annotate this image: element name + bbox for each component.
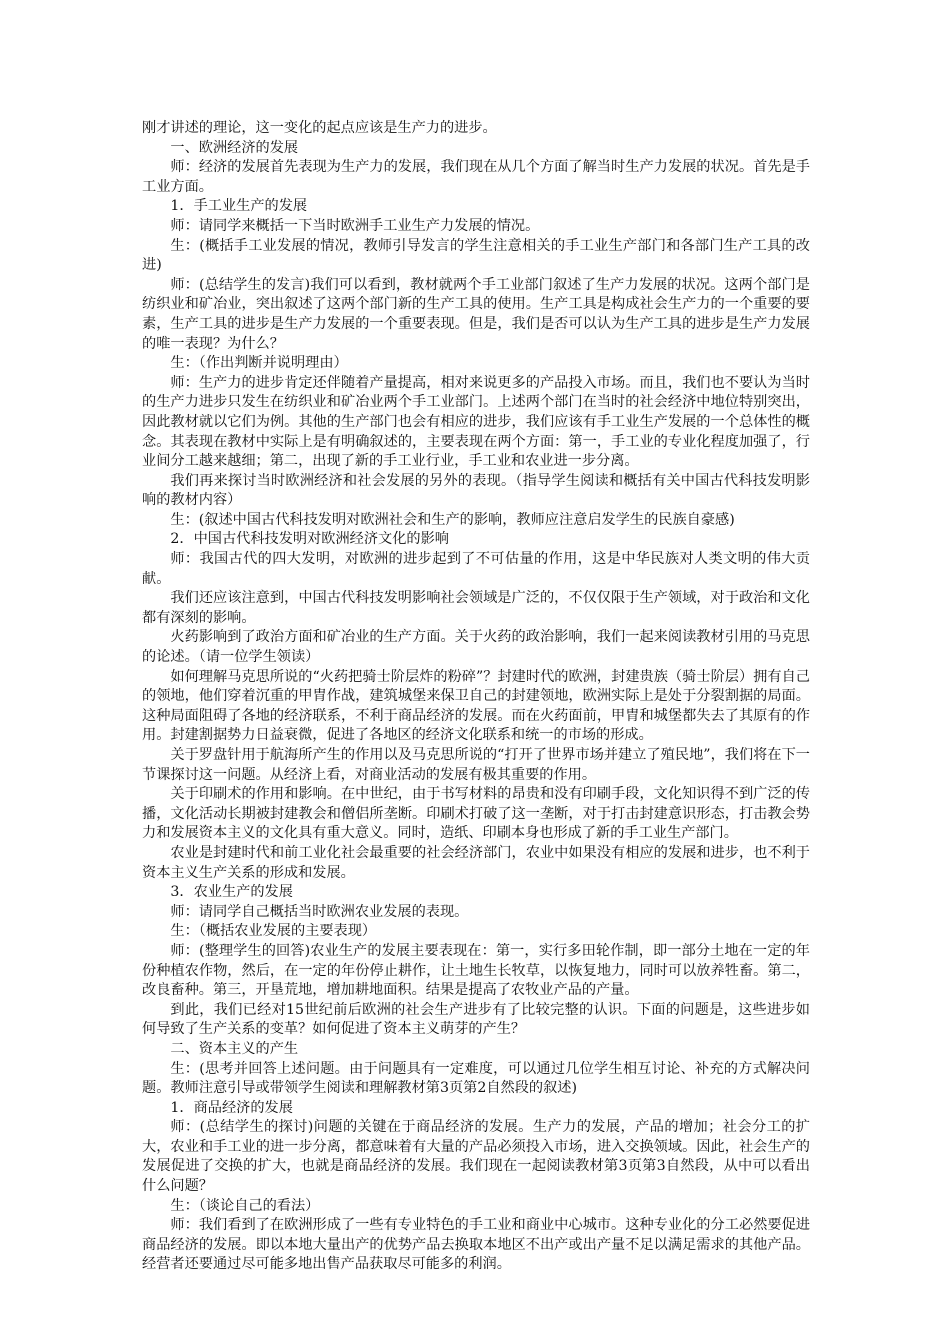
paragraph: 师：经济的发展首先表现为生产力的发展，我们现在从几个方面了解当时生产力发展的状况。首先是手工业方面。: [142, 159, 810, 195]
paragraph: 农业是封建时代和前工业化社会最重要的社会经济部门，农业中如果没有相应的发展和进步，也不利于资本主义生产关系的形成和发展。: [142, 844, 810, 881]
paragraph: 到此，我们已经对15世纪前后欧洲的社会生产进步有了比较完整的认识。下面的问题是，这些进步如何导致了生产关系的变革？如何促进了资本主义萌芽的产生？: [142, 1001, 810, 1038]
paragraph: 生：（作出判断并说明理由）: [170, 355, 348, 372]
subsection-heading: 2．中国古代科技发明对欧洲经济文化的影响: [170, 531, 449, 548]
section-heading: 一、欧洲经济的发展: [170, 139, 299, 156]
document-page: [142, 119, 810, 1275]
paragraph: 关于印刷术的作用和影响。在中世纪，由于书写材料的昂贵和没有印刷手段，文化知识得不到广泛的传播，文化活动长期被封建教会和僧侣所垄断。印刷术打破了这一垄断，对于打击封建意识形态，打击教会势力和发展资本主义的文化具有重大意义。同时，造纸、印刷本身也形成了新的手工业生产部门。: [142, 786, 810, 842]
paragraph: 如何理解马克思所说的“火药把骑士阶层炸的粉碎”？封建时代的欧洲，封建贵族（骑士阶层）拥有自己的领地，他们穿着沉重的甲胄作战，建筑城堡来保卫自己的封建领地，欧洲实际上是处于分裂割据的局面。这种局面阻碍了各地的经济联系，不利于商品经济的发展。而在火药面前，甲胄和城堡都失去了其原有的作用。封建割据势力日益衰微，促进了各地区的经济文化联系和统一的市场的形成。: [142, 668, 810, 744]
paragraph: 关于罗盘针用于航海所产生的作用以及马克思所说的“打开了世界市场并建立了殖民地”，我们将在下一节课探讨这一问题。从经济上看，对商业活动的发展有极其重要的作用。: [142, 747, 810, 783]
paragraph: 火药影响到了政治方面和矿冶业的生产方面。关于火药的政治影响，我们一起来阅读教材引用的马克思的论述。（请一位学生领读）: [142, 629, 810, 666]
paragraph: 师：生产力的进步肯定还伴随着产量提高，相对来说更多的产品投入市场。而且，我们也不要认为当时的生产力进步只发生在纺织业和矿冶业两个手工业部门。上述两个部门在当时的社会经济中地位特别突出，因此教材就以它们为例。其他的生产部门也会有相应的进步，我们应该有手工业生产发展的一个总体性的概念。其表现在教材中实际上是有明确叙述的，主要表现在两个方面：第一，手工业的专业化程度加强了，行业间分工越来越细；第二，出现了新的手工业行业，手工业和农业进一步分离。: [142, 374, 810, 470]
paragraph: 刚才讲述的理论，这一变化的起点应该是生产力的进步。: [142, 120, 497, 136]
paragraph: 师：我国古代的四大发明，对欧洲的进步起到了不可估量的作用，这是中华民族对人类文明的伟大贡献。: [142, 551, 810, 587]
paragraph: 我们再来探讨当时欧洲经济和社会发展的另外的表现。（指导学生阅读和概括有关中国古代科技发明影响的教材内容）: [142, 472, 810, 509]
paragraph: 生：（概括农业发展的主要表现）: [170, 923, 377, 940]
subsection-heading: 1．手工业生产的发展: [170, 198, 308, 215]
paragraph: 生：(思考并回答上述问题。由于问题具有一定难度，可以通过几位学生相互讨论、补充的方式解决问题。教师注意引导或带领学生阅读和理解教材第3页第2自然段的叙述): [142, 1060, 810, 1097]
paragraph: 师：请同学来概括一下当时欧洲手工业生产力发展的情况。: [170, 217, 540, 234]
paragraph: 师：请同学自己概括当时欧洲农业发展的表现。: [170, 903, 469, 920]
paragraph: 师：我们看到了在欧洲形成了一些有专业特色的手工业和商业中心城市。这种专业化的分工必然要促进商品经济的发展。即以本地大量出产的优势产品去换取本地区不出产或出产量不足以满足需求的其他产品。经营者还要通过尽可能多地出售产品获取尽可能多的利润。: [142, 1217, 810, 1273]
subsection-heading: 3．农业生产的发展: [170, 884, 293, 901]
paragraph: 师：(总结学生的发言)我们可以看到，教材就两个手工业部门叙述了生产力发展的状况。这两个部门是纺织业和矿冶业，突出叙述了这两个部门新的生产工具的使用。生产工具是构成社会生产力的一个重要的要素，生产工具的进步是生产力发展的一个重要表现。但是，我们是否可以认为生产工具的进步是生产力发展的唯一表现？为什么？: [142, 276, 810, 352]
paragraph: 师：(总结学生的探讨)问题的关键在于商品经济的发展。生产力的发展，产品的增加；社会分工的扩大，农业和手工业的进一步分离，都意味着有大量的产品必须投入市场，进入交换领域。因此，社会生产的发展促进了交换的扩大，也就是商品经济的发展。我们现在一起阅读教材第3页第3自然段，从中可以看出什么问题？: [142, 1119, 810, 1195]
paragraph: 生：(叙述中国古代科技发明对欧洲社会和生产的影响，教师应注意启发学生的民族自豪感): [170, 511, 735, 528]
paragraph: 生：（谈论自己的看法）: [170, 1197, 320, 1214]
subsection-heading: 1．商品经济的发展: [170, 1099, 293, 1116]
paragraph: 生：(概括手工业发展的情况，教师引导发言的学生注意相关的手工业生产部门和各部门生产工具的改进): [142, 237, 810, 274]
paragraph: 我们还应该注意到，中国古代科技发明影响社会领域是广泛的，不仅仅限于生产领域，对于政治和文化都有深刻的影响。: [142, 590, 810, 626]
paragraph: 师：(整理学生的回答)农业生产的发展主要表现在：第一，实行多田轮作制，即一部分土地在一定的年份种植农作物，然后，在一定的年份停止耕作，让土地生长牧草，以恢复地力，同时可以放养牲畜。第二，改良畜种。第三，开垦荒地，增加耕地面积。结果是提高了农牧业产品的产量。: [142, 942, 810, 999]
section-heading: 二、资本主义的产生: [170, 1040, 299, 1057]
